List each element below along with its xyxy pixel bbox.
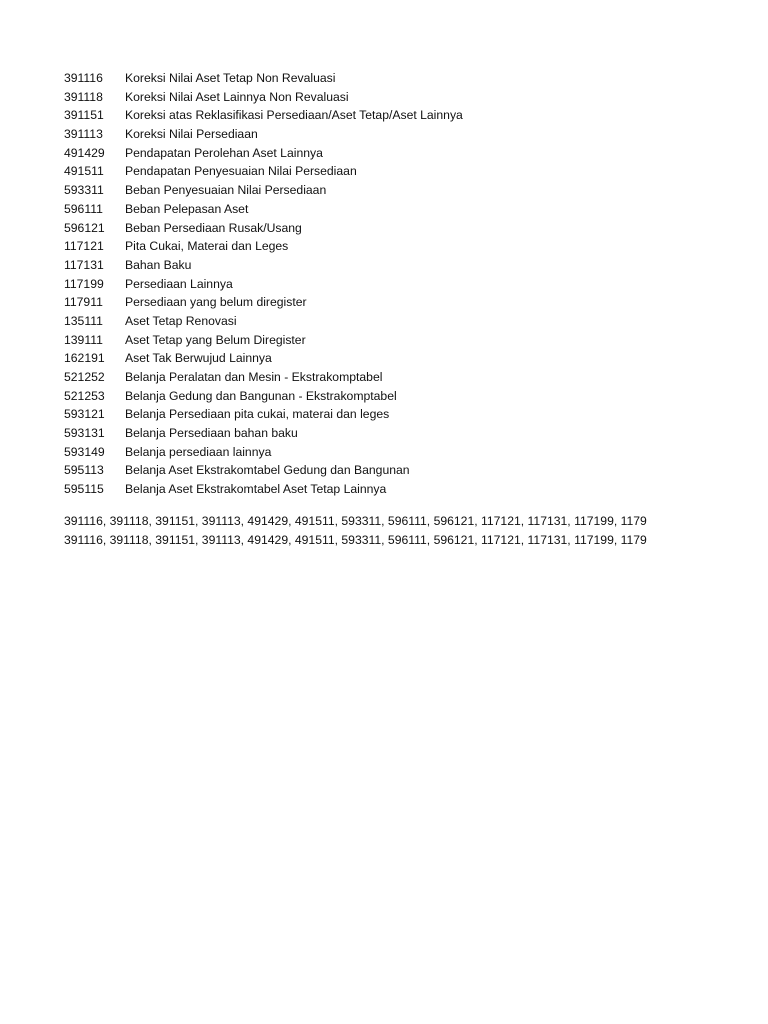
account-description: Belanja Persediaan pita cukai, materai dan leges — [125, 407, 390, 422]
account-code: 491429 — [64, 145, 105, 160]
account-code: 117131 — [64, 257, 104, 272]
list-item — [64, 331, 674, 350]
account-description: Koreksi Nilai Persediaan — [125, 127, 258, 142]
list-item — [64, 237, 674, 256]
spreadsheet-content — [64, 69, 674, 549]
list-item — [64, 424, 674, 443]
list-item — [64, 293, 674, 312]
account-code: 135111 — [64, 313, 103, 328]
account-description: Persediaan yang belum diregister — [125, 295, 307, 310]
list-item — [64, 368, 674, 387]
account-code: 162191 — [64, 351, 105, 366]
summary-line-1: 391116, 391118, 391151, 391113, 491429, 491511, 593311, 596111, 596121, 117121, 117131, 117199, 1179 — [64, 513, 647, 528]
list-item — [64, 200, 674, 219]
account-description: Pendapatan Penyesuaian Nilai Persediaan — [125, 164, 357, 179]
account-code: 391151 — [64, 108, 104, 123]
account-description: Persediaan Lainnya — [125, 276, 233, 291]
list-item — [64, 125, 674, 144]
account-code: 595115 — [64, 482, 104, 497]
list-item — [64, 480, 674, 499]
account-description: Koreksi Nilai Aset Lainnya Non Revaluasi — [125, 89, 349, 104]
account-code: 521252 — [64, 370, 105, 384]
account-description: Beban Persediaan Rusak/Usang — [125, 220, 302, 235]
list-item — [64, 405, 674, 424]
list-item — [64, 144, 674, 163]
list-item — [64, 106, 674, 125]
account-code: 391118 — [64, 89, 103, 104]
list-item — [64, 181, 674, 200]
account-description: Koreksi Nilai Aset Tetap Non Revaluasi — [125, 71, 336, 85]
account-code-list — [64, 69, 674, 499]
code-summary — [64, 512, 674, 549]
account-description: Aset Tak Berwujud Lainnya — [125, 351, 272, 366]
account-code: 117199 — [64, 276, 104, 291]
list-item — [64, 312, 674, 331]
account-description: Beban Pelepasan Aset — [125, 201, 249, 216]
account-description: Aset Tetap Renovasi — [125, 313, 237, 328]
list-item — [64, 69, 674, 88]
account-description: Pita Cukai, Materai dan Leges — [125, 239, 289, 254]
account-code: 139111 — [64, 332, 103, 347]
list-item — [64, 461, 674, 480]
account-code: 117121 — [64, 239, 104, 254]
account-code: 391116 — [64, 71, 103, 85]
account-description: Belanja Persediaan bahan baku — [125, 426, 298, 441]
account-description: Pendapatan Perolehan Aset Lainnya — [125, 145, 323, 160]
account-code: 595113 — [64, 463, 104, 478]
account-code: 593131 — [64, 426, 105, 441]
summary-line-2: 391116, 391118, 391151, 391113, 491429, 491511, 593311, 596111, 596121, 117121, 117131, 117199, 1179 — [64, 532, 647, 547]
account-description: Belanja persediaan lainnya — [125, 444, 272, 459]
account-description: Belanja Gedung dan Bangunan - Ekstrakomptabel — [125, 388, 397, 403]
list-item — [64, 219, 674, 238]
account-description: Bahan Baku — [125, 257, 192, 272]
account-code: 593121 — [64, 407, 105, 422]
account-code: 391113 — [64, 127, 103, 142]
account-description: Beban Penyesuaian Nilai Persediaan — [125, 183, 327, 198]
account-code: 596111 — [64, 201, 103, 216]
account-description: Aset Tetap yang Belum Diregister — [125, 332, 306, 347]
account-description: Belanja Aset Ekstrakomtabel Gedung dan Bangunan — [125, 463, 410, 478]
list-item — [64, 162, 674, 181]
list-item — [64, 349, 674, 368]
account-code: 117911 — [64, 295, 103, 310]
account-code: 521253 — [64, 388, 105, 403]
list-item — [64, 443, 674, 462]
account-code: 593149 — [64, 444, 105, 459]
list-item — [64, 387, 674, 406]
account-code: 491511 — [64, 164, 104, 179]
account-description: Belanja Peralatan dan Mesin - Ekstrakomptabel — [125, 370, 383, 384]
list-item — [64, 88, 674, 107]
account-description: Koreksi atas Reklasifikasi Persediaan/Aset Tetap/Aset Lainnya — [125, 108, 463, 123]
account-code: 596121 — [64, 220, 105, 235]
account-description: Belanja Aset Ekstrakomtabel Aset Tetap Lainnya — [125, 482, 387, 497]
list-item — [64, 256, 674, 275]
list-item — [64, 275, 674, 294]
account-code: 593311 — [64, 183, 104, 198]
